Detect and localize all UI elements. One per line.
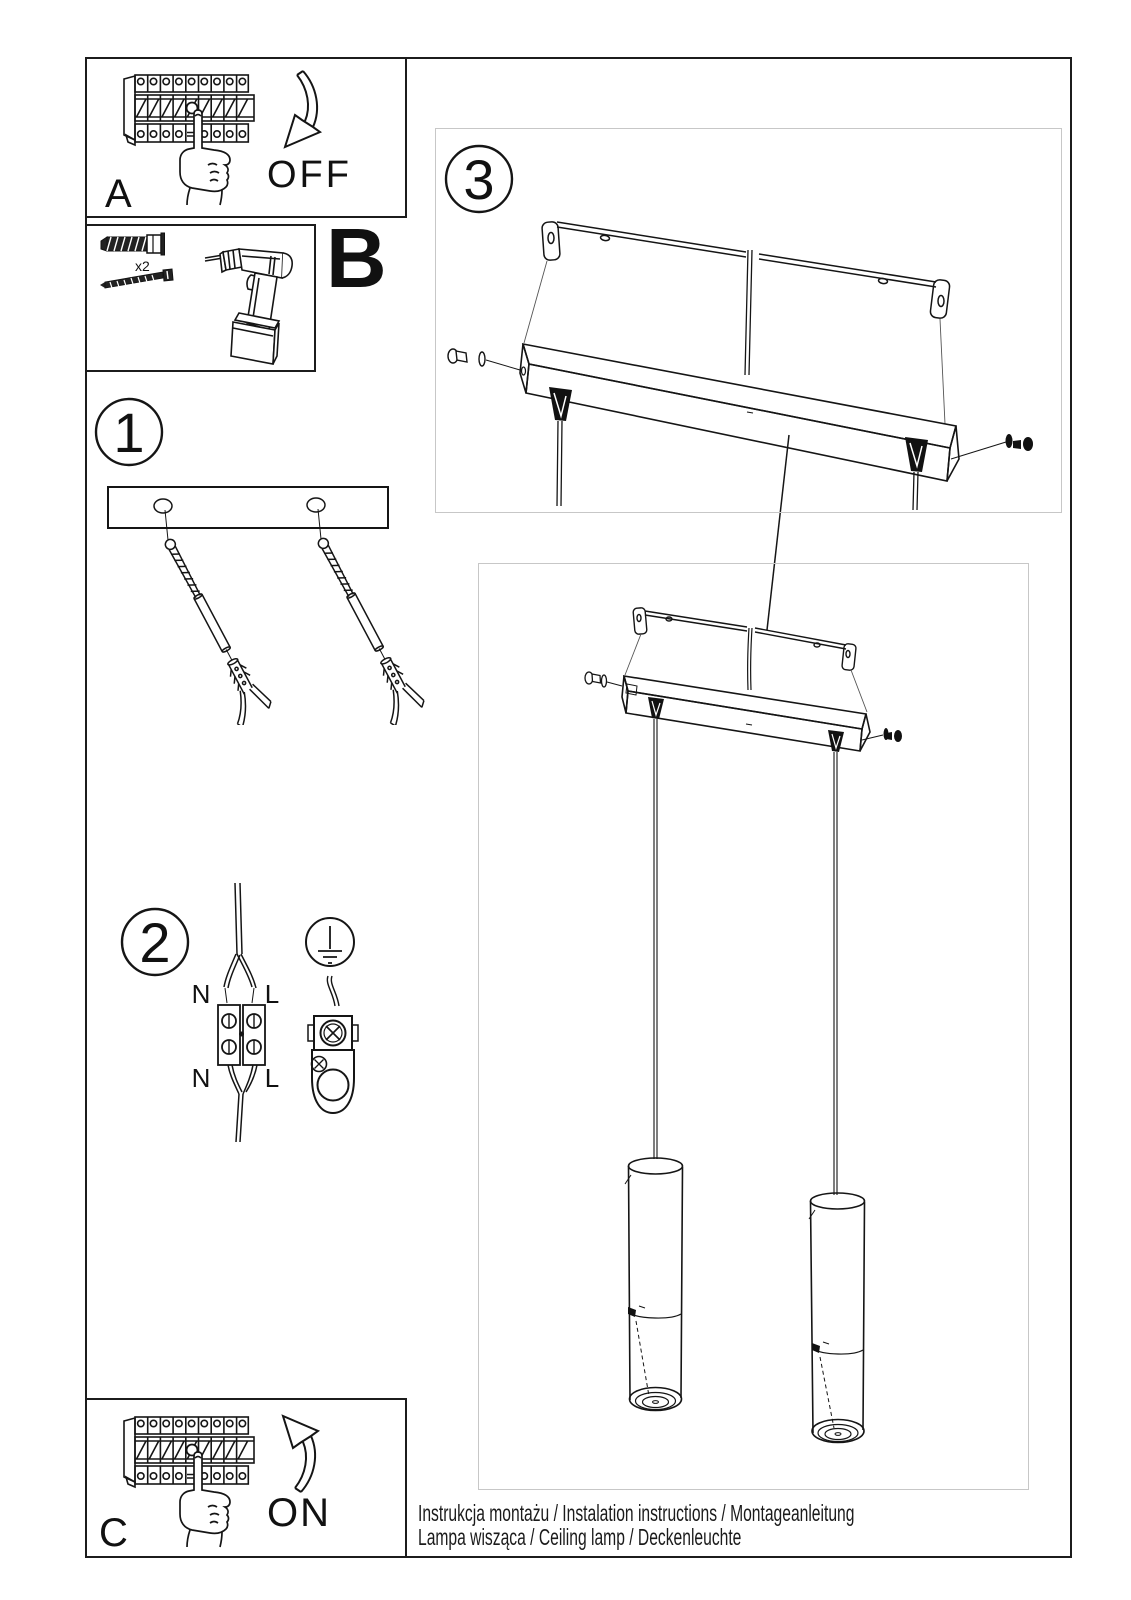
- arrow-down-icon: [285, 71, 320, 147]
- wire-label-n-bottom: N: [191, 1063, 211, 1093]
- mains-cable: [745, 250, 752, 375]
- terminal-block-icon: [218, 1005, 265, 1065]
- step-1-drawing: [85, 380, 430, 725]
- ceiling-bracket-icon: [542, 221, 951, 318]
- earth-clamp-icon: [308, 1016, 358, 1113]
- canopy-box-icon: [520, 344, 959, 481]
- tools-drawing: [87, 226, 314, 370]
- suspension-cable-right: [834, 752, 837, 1195]
- breaker-off-drawing: [87, 59, 405, 216]
- panel-c-letter: C: [99, 1511, 128, 1555]
- step-2-number: 2: [139, 911, 171, 974]
- side-screw-left-icon: [585, 672, 622, 687]
- mains-cable: [748, 628, 752, 690]
- footer-line-1: Instrukcja montażu / Instalation instructions / Montageanleitung: [418, 1500, 855, 1526]
- wall-plug-icon: [101, 233, 165, 255]
- ceiling-plate-icon: [108, 487, 388, 528]
- arrow-up-icon: [283, 1416, 318, 1492]
- pendant-cylinder-right-icon: [809, 1193, 865, 1443]
- step-3-panel: [435, 128, 1062, 513]
- on-label: ON: [267, 1491, 331, 1535]
- step-2-badge: [122, 909, 188, 975]
- side-screw-right-icon: [951, 434, 1033, 459]
- panel-b-letter: B: [326, 211, 387, 305]
- panel-c-power-on: [85, 1398, 407, 1558]
- wire-label-l-bottom: L: [264, 1063, 280, 1093]
- panel-a-power-off: [85, 57, 407, 218]
- step-1-badge: [96, 399, 162, 465]
- step-2-drawing: [85, 870, 410, 1160]
- step-1-number: 1: [113, 401, 145, 464]
- ceiling-bracket-icon: [633, 608, 856, 671]
- off-label: OFF: [267, 154, 352, 196]
- suspension-cable-left: [654, 719, 657, 1159]
- wire-label-l-top: L: [264, 979, 280, 1009]
- circuit-breaker-icon: [124, 1417, 254, 1487]
- panel-a-letter: A: [105, 172, 132, 216]
- breaker-on-drawing: [87, 1400, 405, 1556]
- lamp-assembly-panel: [478, 563, 1029, 1490]
- pendant-cylinder-left-icon: [625, 1158, 683, 1411]
- step-3-drawing: [436, 129, 1060, 511]
- step-3-badge: [446, 146, 512, 212]
- wire-label-n-top: N: [191, 979, 211, 1009]
- earth-wire: [327, 976, 339, 1006]
- lamp-assembly-drawing: [479, 564, 1027, 1488]
- wall-anchor-screw-icon: [299, 532, 428, 725]
- panel-b-tools: [85, 224, 316, 372]
- footer-line-2: Lampa wisząca / Ceiling lamp / Deckenleuchte: [418, 1524, 742, 1550]
- footer-title-block: [418, 1501, 1060, 1549]
- projection-lines: [524, 261, 945, 424]
- step-3-number: 3: [463, 148, 495, 211]
- cord-grip-left-icon: [549, 387, 572, 506]
- cord-grip-left-icon: [648, 697, 664, 719]
- circuit-breaker-icon: [124, 75, 254, 145]
- wall-anchor-screw-icon: [146, 533, 275, 725]
- quantity-label: x2: [135, 258, 150, 274]
- side-screw-left-icon: [448, 349, 520, 370]
- drill-icon: [205, 249, 292, 364]
- earth-symbol-icon: [306, 918, 354, 966]
